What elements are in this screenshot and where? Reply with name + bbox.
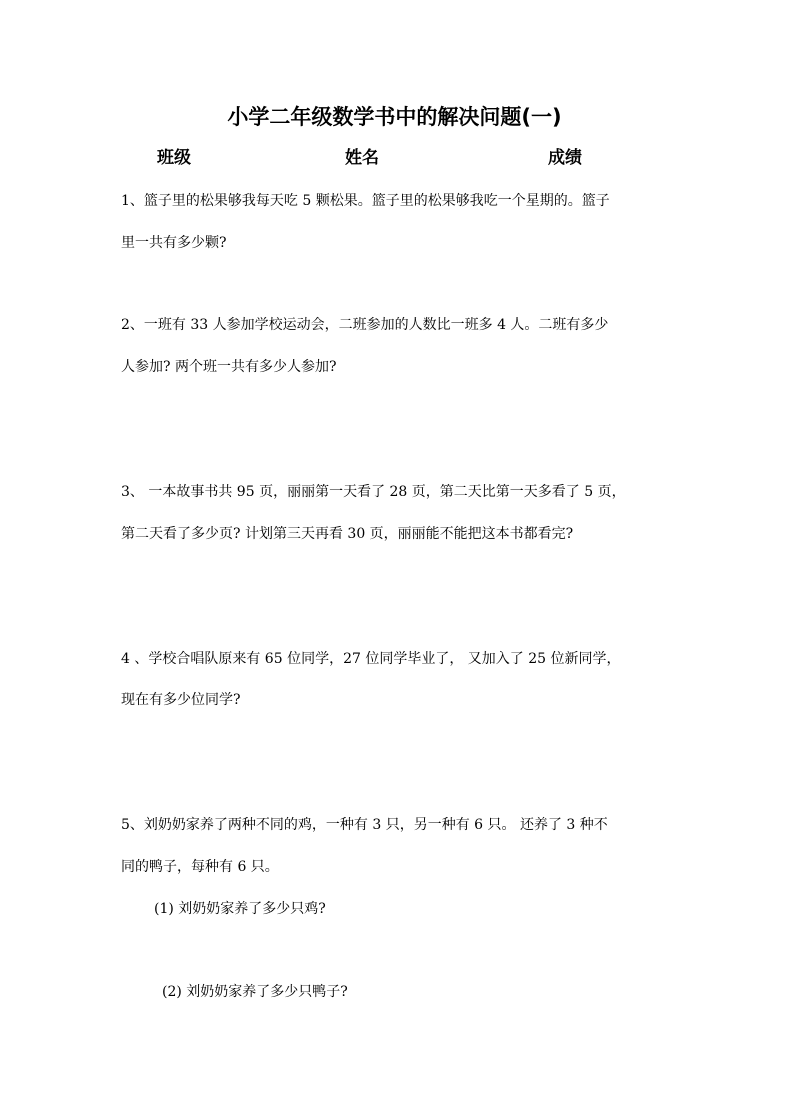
- question-5-sub-1: (1) 刘奶奶家养了多少只鸡?: [154, 901, 326, 917]
- question-3-line-2: 第二天看了多少页? 计划第三天再看 30 页，丽丽能不能把这本书都看完?: [121, 526, 574, 542]
- question-4-line-1: 4 、学校合唱队原来有 65 位同学，27 位同学毕业了， 又加入了 25 位新同学，: [121, 651, 621, 667]
- question-3-line-1: 3、 一本故事书共 95 页，丽丽第一天看了 28 页，第二天比第一天多看了 5 页，: [121, 484, 626, 500]
- class-label: 班级: [157, 148, 191, 168]
- question-5-sub-2: (2) 刘奶奶家养了多少只鸭子?: [162, 984, 348, 1000]
- question-4-line-2: 现在有多少位同学?: [121, 692, 241, 708]
- question-5-line-1: 5、刘奶奶家养了两种不同的鸡，一种有 3 只，另一种有 6 只。 还养了 3 种不: [121, 817, 608, 833]
- score-label: 成绩: [548, 148, 582, 168]
- question-2-line-1: 2、一班有 33 人参加学校运动会，二班参加的人数比一班多 4 人。二班有多少: [121, 317, 609, 333]
- question-1-line-1: 1、篮子里的松果够我每天吃 5 颗松果。篮子里的松果够我吃一个星期的。篮子: [121, 193, 610, 209]
- page-title: 小学二年级数学书中的解决问题(一): [227, 105, 562, 129]
- name-label: 姓名: [345, 148, 379, 168]
- question-2-line-2: 人参加? 两个班一共有多少人参加?: [121, 359, 337, 375]
- question-5-line-2: 同的鸭子，每种有 6 只。: [121, 859, 279, 875]
- question-1-line-2: 里一共有多少颗?: [121, 235, 227, 251]
